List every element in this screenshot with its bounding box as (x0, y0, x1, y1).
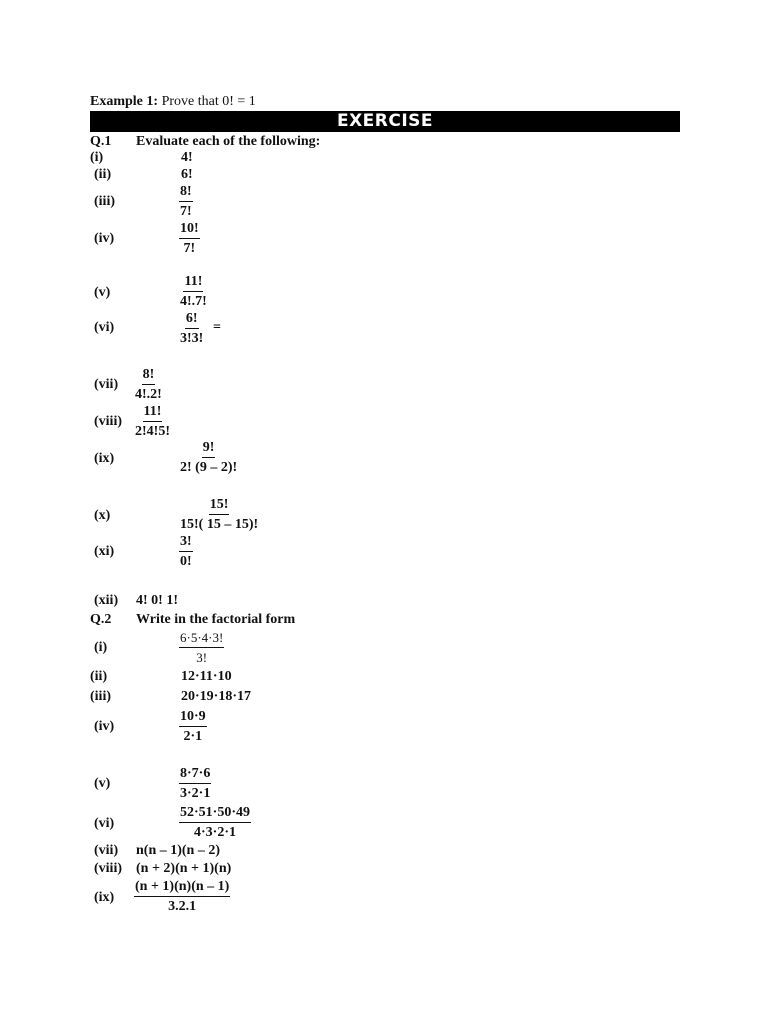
q1-heading: Evaluate each of the following: (136, 134, 321, 149)
q1-item-roman: (viii) (94, 414, 122, 429)
fraction-denominator: 3!3! (180, 331, 204, 346)
q1-item-fraction (179, 533, 193, 570)
q1-item-roman: (xi) (94, 544, 115, 559)
q2-item-fraction (179, 629, 224, 666)
example-text: Prove that 0! = 1 (161, 94, 256, 109)
exercise-banner: EXERCISE (90, 111, 680, 132)
q2-item-roman: (vii) (94, 843, 119, 858)
q2-item-expression: (n + 2)(n + 1)(n) (136, 861, 232, 876)
q1-item-fraction (179, 439, 238, 476)
q1-item-fraction (179, 496, 259, 533)
example-label: Example 1: (90, 94, 159, 109)
q2-item-roman: (v) (94, 776, 111, 791)
equals-sign: = (213, 320, 221, 335)
q1-label: Q.1 (90, 134, 112, 149)
q1-item-roman: (vii) (94, 377, 119, 392)
q1-item-fraction (179, 310, 204, 347)
fraction-denominator: 2·1 (183, 729, 203, 744)
q1-item-roman: (ix) (94, 451, 115, 466)
fraction-numerator: 52·51·50·49 (179, 804, 251, 823)
fraction-numerator: 8·7·6 (179, 765, 211, 784)
fraction-numerator: 8! (179, 183, 193, 202)
fraction-denominator: 2!4!5! (135, 424, 170, 439)
fraction-numerator: 6! (185, 310, 199, 329)
q2-item-fraction (134, 878, 230, 915)
fraction-denominator: 4!.2! (135, 387, 162, 402)
q2-item-roman: (i) (94, 640, 108, 655)
q1-item-expression: 4! (181, 150, 193, 165)
fraction-denominator: 15!( 15 – 15)! (180, 517, 259, 532)
fraction-numerator: 10! (179, 220, 200, 239)
fraction-numerator: 9! (202, 439, 216, 458)
fraction-numerator: 15! (209, 496, 230, 515)
q2-item-roman: (viii) (94, 861, 122, 876)
fraction-denominator: 3·2·1 (180, 786, 211, 801)
q2-item-fraction (179, 765, 211, 802)
fraction-denominator: 0! (180, 554, 192, 569)
q1-item-roman: (x) (94, 508, 111, 523)
q1-item-roman: (iii) (94, 194, 115, 209)
fraction-numerator: 10·9 (179, 708, 207, 727)
fraction-denominator: 3.2.1 (168, 899, 197, 914)
q2-item-expression: 20·19·18·17 (181, 689, 252, 704)
fraction-denominator: 4·3·2·1 (194, 825, 237, 840)
q2-item-roman: (iv) (94, 719, 115, 734)
fraction-numerator: 8! (142, 366, 156, 385)
fraction-numerator: (n + 1)(n)(n – 1) (134, 878, 230, 897)
q1-item-roman: (ii) (94, 167, 112, 182)
q2-label: Q.2 (90, 612, 112, 627)
fraction-denominator: 3! (196, 650, 208, 665)
q1-item-expression: 6! (181, 167, 193, 182)
q2-item-roman: (ix) (94, 890, 115, 905)
q2-item-roman: (ii) (90, 669, 108, 684)
q1-item-fraction (179, 183, 193, 220)
fraction-denominator: 7! (183, 241, 196, 256)
q2-item-roman: (vi) (94, 816, 115, 831)
q1-item-roman: (xii) (94, 593, 119, 608)
q1-item-roman: (i) (90, 150, 104, 165)
fraction-numerator: 11! (183, 273, 203, 292)
q1-item-expression: 4! 0! 1! (136, 593, 178, 608)
fraction-numerator: 3! (179, 533, 193, 552)
q1-item-roman: (iv) (94, 231, 115, 246)
q2-item-fraction (179, 708, 207, 745)
fraction-numerator: 11! (143, 403, 163, 422)
q1-item-fraction (134, 366, 163, 403)
q1-item-roman: (v) (94, 285, 111, 300)
fraction-numerator: 6·5·4·3! (179, 629, 224, 648)
fraction-denominator: 4!.7! (180, 294, 207, 309)
fraction-denominator: 2! (9 – 2)! (180, 460, 238, 475)
q2-heading: Write in the factorial form (136, 612, 296, 627)
q1-item-roman: (vi) (94, 320, 115, 335)
q2-item-fraction (179, 804, 251, 841)
q1-item-fraction (134, 403, 171, 440)
q1-item-fraction (179, 220, 200, 257)
q2-item-expression: n(n – 1)(n – 2) (136, 843, 221, 858)
q2-item-roman: (iii) (90, 689, 111, 704)
fraction-denominator: 7! (180, 204, 192, 219)
q2-item-expression: 12·11·10 (181, 669, 232, 684)
example-line (90, 94, 256, 110)
q1-item-fraction (179, 273, 208, 310)
